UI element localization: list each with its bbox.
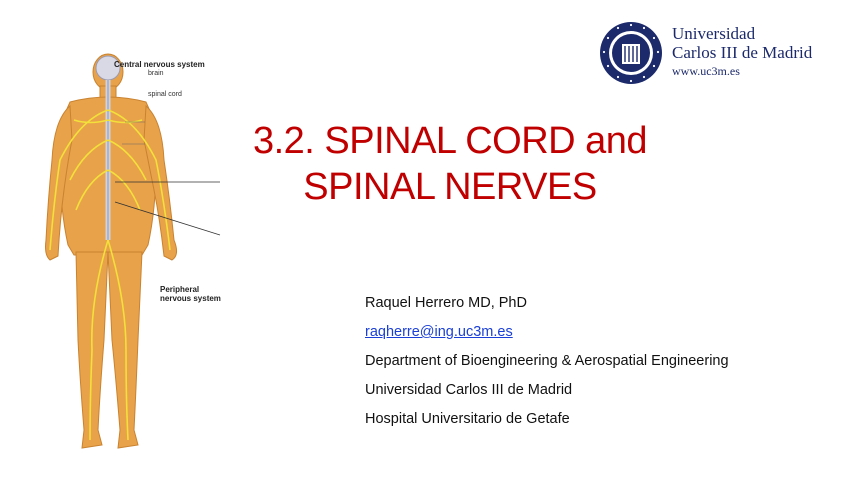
author-university: Universidad Carlos III de Madrid (365, 382, 573, 398)
logo-url: www.uc3m.es (672, 64, 740, 78)
label-brain: brain (148, 70, 164, 77)
logo-university-name: Universidad (672, 24, 756, 43)
author-info (365, 293, 805, 438)
label-central-nervous-system: Central nervous system (114, 60, 205, 69)
slide-title (200, 118, 700, 211)
title-line-1: 3.2. SPINAL CORD and (252, 120, 648, 162)
title-line-2: SPINAL NERVES (303, 166, 597, 209)
author-email-link[interactable]: raqherre@ing.uc3m.es (365, 324, 513, 340)
logo-university-name-2: Carlos III de Madrid (672, 43, 813, 62)
label-spinal-cord: spinal cord (148, 91, 182, 98)
university-logo (598, 20, 818, 90)
label-peripheral: Peripheral (160, 285, 200, 294)
label-peripheral-nervous-system: nervous system (160, 294, 221, 303)
author-department: Department of Bioengineering & Aerospatial Engineering (365, 353, 729, 369)
author-hospital: Hospital Universitario de Getafe (365, 411, 570, 427)
nervous-system-figure (30, 50, 230, 460)
university-seal-icon (598, 20, 664, 86)
author-name: Raquel Herrero MD, PhD (365, 295, 527, 311)
